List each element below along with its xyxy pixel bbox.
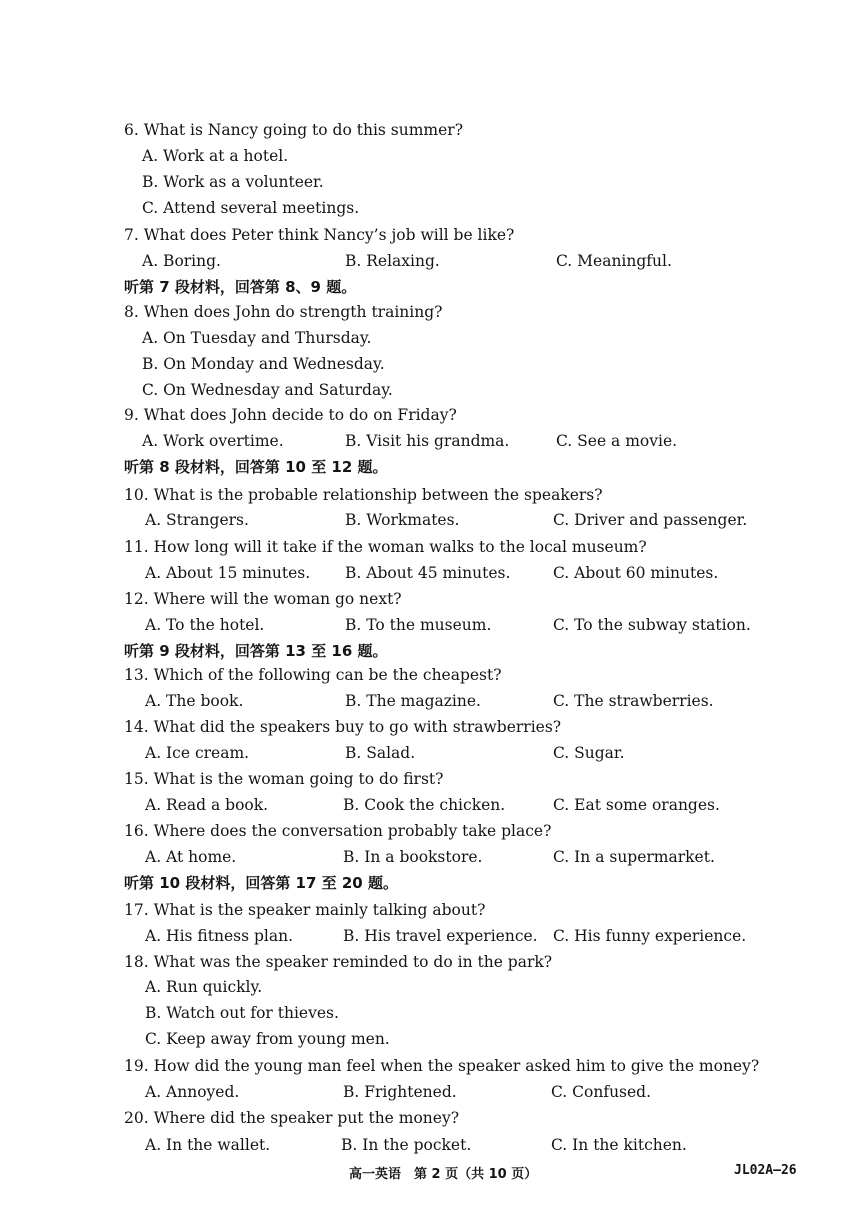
option-7a: A. Boring.	[142, 252, 221, 270]
option-15a: A. Read a book.	[145, 796, 269, 814]
option-14b: B. Salad.	[345, 744, 416, 762]
option-11a: A. About 15 minutes.	[145, 564, 311, 582]
option-9b: B. Visit his grandma.	[345, 432, 510, 450]
option-17b: B. His travel experience.	[343, 927, 538, 945]
question-9: 9. What does John decide to do on Friday?	[124, 406, 457, 424]
option-17a: A. His fitness plan.	[145, 927, 293, 945]
option-11b: B. About 45 minutes.	[345, 564, 511, 582]
question-20: 20. Where did the speaker put the money?	[124, 1109, 460, 1127]
section-heading-8: 听第 8 段材料，回答第 10 至 12 题。	[124, 458, 388, 476]
question-16: 16. Where does the conversation probably take place?	[124, 822, 552, 840]
question-15: 15. What is the woman going to do first?	[124, 770, 444, 788]
option-13b: B. The magazine.	[345, 692, 481, 710]
option-16c: C. In a supermarket.	[553, 848, 715, 866]
option-6b: B. Work as a volunteer.	[142, 173, 324, 191]
option-12a: A. To the hotel.	[145, 616, 265, 634]
question-14: 14. What did the speakers buy to go with strawberries?	[124, 718, 562, 736]
question-8: 8. When does John do strength training?	[124, 303, 443, 321]
option-19b: B. Frightened.	[343, 1083, 457, 1101]
option-13a: A. The book.	[145, 692, 244, 710]
option-16b: B. In a bookstore.	[343, 848, 483, 866]
option-14c: C. Sugar.	[553, 744, 625, 762]
question-12: 12. Where will the woman go next?	[124, 590, 402, 608]
option-18a: A. Run quickly.	[145, 978, 263, 996]
question-17: 17. What is the speaker mainly talking about?	[124, 901, 486, 919]
option-19c: C. Confused.	[551, 1083, 652, 1101]
option-9a: A. Work overtime.	[142, 432, 284, 450]
question-6: 6. What is Nancy going to do this summer?	[124, 121, 464, 139]
option-8c: C. On Wednesday and Saturday.	[142, 381, 393, 399]
option-17c: C. His funny experience.	[553, 927, 747, 945]
option-8b: B. On Monday and Wednesday.	[142, 355, 385, 373]
option-18b: B. Watch out for thieves.	[145, 1004, 339, 1022]
exam-code: JL02A—26	[734, 1163, 797, 1178]
option-12c: C. To the subway station.	[553, 616, 751, 634]
option-9c: C. See a movie.	[556, 432, 678, 450]
option-11c: C. About 60 minutes.	[553, 564, 719, 582]
page-number-label: 高一英语 第 2 页（共 10 页）	[349, 1167, 538, 1182]
section-heading-9: 听第 9 段材料，回答第 13 至 16 题。	[124, 642, 388, 660]
option-7c: C. Meaningful.	[556, 252, 672, 270]
option-16a: A. At home.	[145, 848, 237, 866]
question-19: 19. How did the young man feel when the speaker asked him to give the money?	[124, 1057, 760, 1075]
option-18c: C. Keep away from young men.	[145, 1030, 390, 1048]
option-20b: B. In the pocket.	[341, 1136, 472, 1154]
option-10c: C. Driver and passenger.	[553, 511, 748, 529]
option-15c: C. Eat some oranges.	[553, 796, 720, 814]
option-6c: C. Attend several meetings.	[142, 199, 360, 217]
section-heading-7: 听第 7 段材料，回答第 8、9 题。	[124, 278, 357, 296]
section-heading-10: 听第 10 段材料，回答第 17 至 20 题。	[124, 874, 398, 892]
option-12b: B. To the museum.	[345, 616, 492, 634]
option-8a: A. On Tuesday and Thursday.	[142, 329, 372, 347]
question-11: 11. How long will it take if the woman walks to the local museum?	[124, 538, 647, 556]
question-10: 10. What is the probable relationship between the speakers?	[124, 486, 603, 504]
option-15b: B. Cook the chicken.	[343, 796, 506, 814]
option-13c: C. The strawberries.	[553, 692, 714, 710]
option-10b: B. Workmates.	[345, 511, 460, 529]
question-7: 7. What does Peter think Nancy’s job will be like?	[124, 226, 515, 244]
option-20a: A. In the wallet.	[145, 1136, 271, 1154]
option-14a: A. Ice cream.	[145, 744, 250, 762]
option-20c: C. In the kitchen.	[551, 1136, 687, 1154]
option-19a: A. Annoyed.	[145, 1083, 240, 1101]
question-18: 18. What was the speaker reminded to do in the park?	[124, 953, 553, 971]
option-7b: B. Relaxing.	[345, 252, 440, 270]
option-10a: A. Strangers.	[145, 511, 249, 529]
question-13: 13. Which of the following can be the cheapest?	[124, 666, 502, 684]
option-6a: A. Work at a hotel.	[142, 147, 289, 165]
